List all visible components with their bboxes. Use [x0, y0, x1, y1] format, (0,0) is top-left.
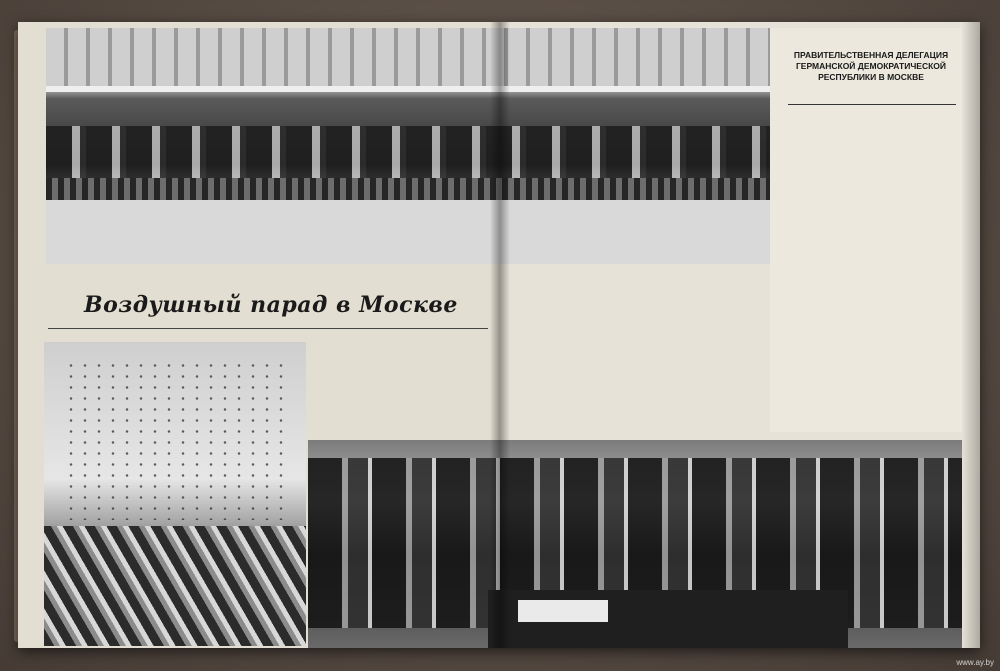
article-column-3	[630, 268, 762, 428]
tribune-canopy	[46, 28, 774, 92]
sidebar-rule	[788, 104, 956, 105]
article-column-2	[504, 268, 622, 428]
treaty-signing-photo	[308, 440, 962, 648]
aircraft-formation	[64, 360, 284, 520]
tribune-balcony	[46, 200, 774, 264]
protocol-document	[518, 600, 608, 622]
air-parade-photo	[44, 342, 306, 646]
headline-rule	[48, 328, 488, 329]
sidebar-title: ПРАВИТЕЛЬСТВЕННАЯ ДЕЛЕГАЦИЯ ГЕРМАНСКОЙ ДЕМОКРАТИЧЕСКОЙ РЕСПУБЛИКИ В МОСКВЕ	[793, 50, 949, 82]
main-headline: Воздушный парад в Москве	[84, 292, 458, 318]
sidebar-body	[784, 112, 956, 424]
officials-row	[46, 126, 774, 182]
page-edge-shadow	[962, 22, 980, 648]
site-watermark: www.ay.by	[956, 658, 994, 667]
article-column-1	[314, 340, 486, 436]
flower-garland	[46, 178, 774, 200]
cheering-crowd	[44, 526, 306, 646]
spread-gutter	[490, 22, 510, 648]
tribune-photo	[46, 28, 774, 264]
magazine-spread	[18, 22, 980, 648]
